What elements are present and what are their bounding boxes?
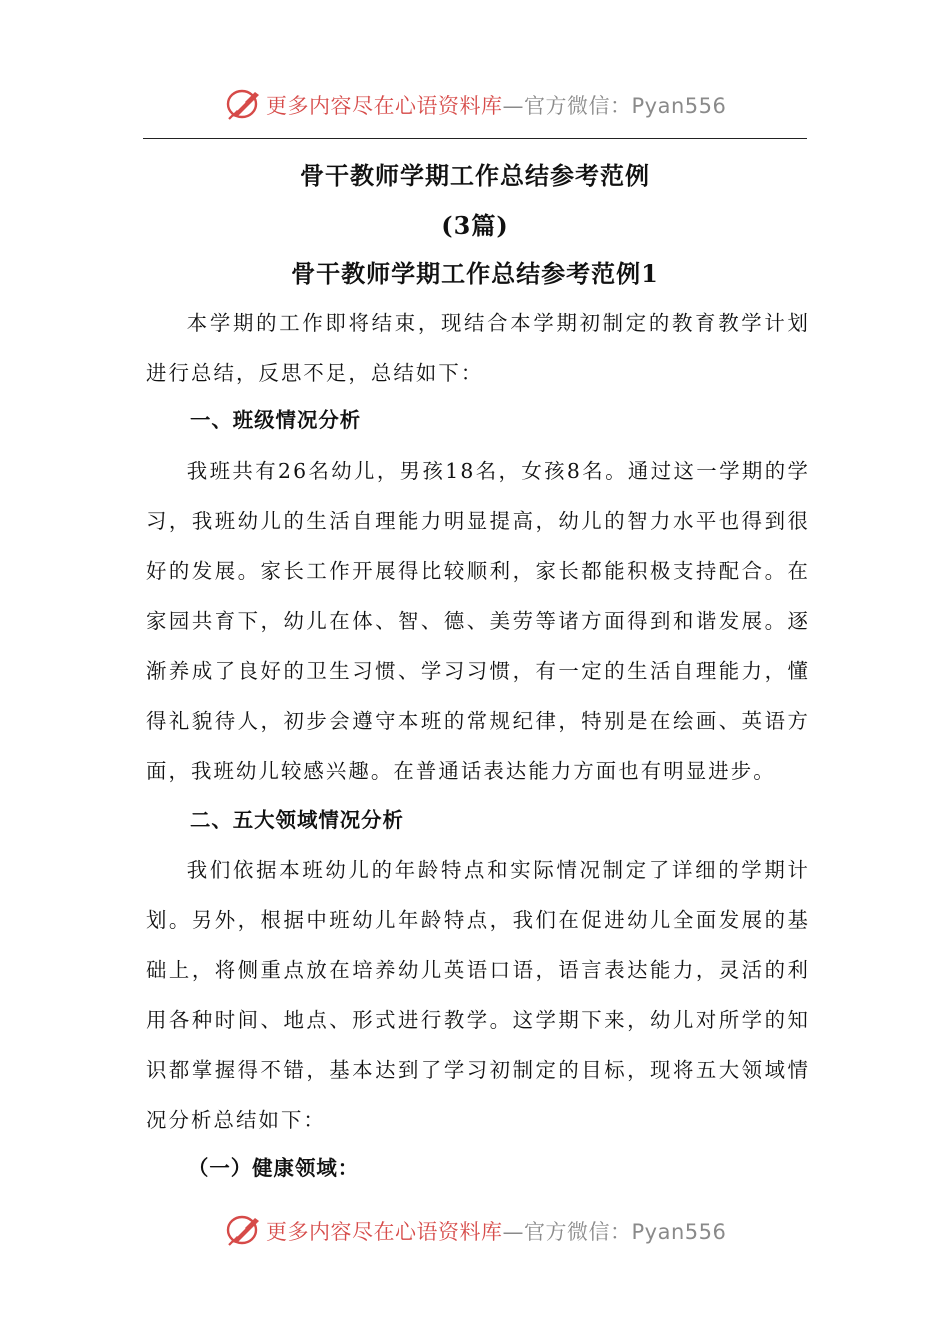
header-watermark-banner	[0, 84, 950, 124]
watermark-wechat: 官方微信：Pyan556	[524, 1220, 727, 1244]
header-divider	[143, 138, 807, 139]
section-title: 骨干教师学期工作总结参考范例1	[291, 259, 659, 288]
heading-five-domains: 二、五大领域情况分析	[190, 808, 404, 832]
watermark-wechat: 官方微信：Pyan556	[524, 94, 727, 118]
class-analysis-paragraph: 我班共有26名幼儿，男孩18名，女孩8名。通过这一学期的学习，我班幼儿的生活自理能力明显提高，幼儿的智力水平也得到很好的发展。家长工作开展得比较顺利，家长都能积极支持配合。在家园共育下，幼儿在体、智、德、美劳等诸方面得到和谐发展。逐渐养成了良好的卫生习惯、学习习惯，有一定的生活自理能力，懂得礼貌待人，初步会遵守本班的常规纪律，特别是在绘画、英语方面，我班幼儿较感兴趣。在普通话表达能力方面也有明显进步。	[146, 459, 810, 783]
quill-pen-logo-icon	[225, 86, 263, 122]
watermark-dash: —	[502, 1220, 524, 1244]
five-domains-paragraph: 我们依据本班幼儿的年龄特点和实际情况制定了详细的学期计划。另外，根据中班幼儿年龄特点，我们在促进幼儿全面发展的基础上，将侧重点放在培养幼儿英语口语，语言表达能力，灵活的利用各种时间、地点、形式进行教学。这学期下来，幼儿对所学的知识都掌握得不错，基本达到了学习初制定的目标，现将五大领域情况分析总结如下：	[146, 858, 810, 1132]
document-title: 骨干教师学期工作总结参考范例	[300, 161, 650, 190]
watermark-text	[266, 90, 726, 120]
document-subtitle: (3篇)	[441, 211, 509, 240]
intro-paragraph: 本学期的工作即将结束，现结合本学期初制定的教育教学计划进行总结，反思不足，总结如下：	[146, 311, 810, 385]
watermark-library-name: 更多内容尽在心语资料库	[266, 94, 503, 118]
heading-class-analysis: 一、班级情况分析	[190, 408, 362, 432]
footer-watermark-banner	[0, 1210, 950, 1250]
watermark-library-name: 更多内容尽在心语资料库	[266, 1220, 503, 1244]
watermark-dash: —	[502, 94, 524, 118]
quill-pen-logo-icon	[225, 1212, 263, 1248]
watermark-text	[266, 1216, 726, 1246]
heading-health-domain: （一）健康领域：	[188, 1156, 360, 1180]
